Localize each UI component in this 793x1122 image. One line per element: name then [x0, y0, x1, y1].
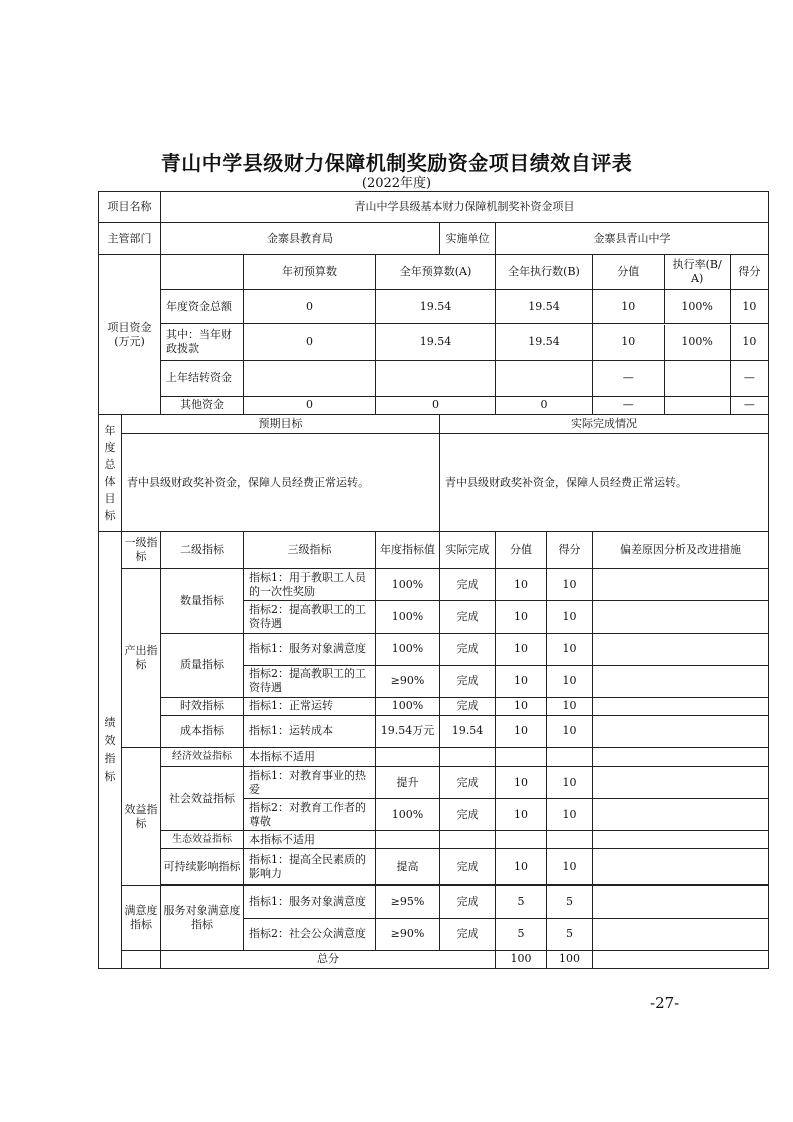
deviation-note [593, 569, 769, 601]
funds-cell: — [743, 371, 755, 385]
indicator-score: 10 [496, 697, 547, 715]
indicator-target: 19.54万元 [376, 715, 440, 747]
funds-header-row [99, 255, 769, 290]
indicator-actual: 完成 [440, 886, 496, 918]
indicator-actual: 完成 [440, 569, 496, 601]
indicator-target: 100% [376, 799, 440, 831]
goals-label: 年度总体目标 [99, 414, 122, 531]
funds-row [99, 324, 769, 360]
indicator-got: 10 [547, 799, 593, 831]
funds-cell [664, 361, 730, 396]
indicator-got: 10 [547, 569, 593, 601]
perf-header: 实际完成 [440, 532, 496, 569]
quality-indicator-label: 质量指标 [161, 633, 244, 697]
deviation-note [593, 715, 769, 747]
goals-header-row [99, 414, 769, 433]
planned-goal-header: 预期目标 [122, 414, 440, 433]
indicator-actual: 完成 [440, 767, 496, 799]
funds-row [99, 360, 769, 396]
satisfaction-indicator-label: 满意度指标 [122, 886, 161, 950]
social-indicator-label: 社会效益指标 [161, 767, 244, 831]
perf-header: 二级指标 [161, 532, 244, 569]
perf-row [99, 633, 769, 665]
sustainability-indicator-label: 可持续影响指标 [161, 849, 244, 885]
department-label: 主管部门 [99, 223, 161, 255]
total-got: 100 [547, 950, 593, 968]
indicator-text: 指标1：运转成本 [244, 715, 376, 747]
funds-header-rate: 执行率(B/A) [664, 255, 730, 289]
indicator-score: 10 [496, 849, 547, 885]
total-row [99, 950, 769, 968]
perf-row [99, 747, 769, 766]
deviation-note [593, 831, 769, 849]
page-number: -27- [650, 994, 680, 1012]
funds-header-annual: 全年预算数(A) [376, 255, 496, 290]
goals-row [99, 433, 769, 531]
deviation-note [593, 849, 769, 885]
indicator-got: 10 [547, 601, 593, 633]
indicator-actual: 完成 [440, 633, 496, 665]
funds-cell: — [593, 361, 664, 396]
indicator-text: 指标2：社会公众满意度 [244, 918, 376, 950]
cost-indicator-label: 成本指标 [161, 715, 244, 747]
indicator-got: 10 [547, 715, 593, 747]
self-evaluation-table [98, 191, 769, 969]
perf-row [99, 569, 769, 601]
indicator-target: ≥90% [376, 918, 440, 950]
funds-cell: 0 [244, 396, 376, 414]
indicator-actual: 完成 [440, 665, 496, 697]
actual-goal-text: 青中县级财政奖补资金，保障人员经费正常运转。 [440, 433, 769, 531]
indicator-text: 本指标不适用 [244, 747, 376, 766]
indicator-target: ≥90% [376, 665, 440, 697]
indicator-score: 10 [496, 633, 547, 665]
deviation-note [593, 633, 769, 665]
funds-label: 项目资金(万元) [99, 255, 161, 415]
funds-cell: 19.54 [376, 324, 496, 360]
indicator-actual: 完成 [440, 697, 496, 715]
indicator-target: ≥95% [376, 886, 440, 918]
deviation-note [593, 665, 769, 697]
indicator-text: 指标1：服务对象满意度 [244, 633, 376, 665]
indicator-actual: 完成 [440, 799, 496, 831]
perf-header: 年度指标值 [376, 532, 440, 569]
funds-cell: 19.54 [496, 324, 593, 360]
funds-row-label: 年度资金总额 [161, 290, 244, 324]
funds-row-label: 上年结转资金 [161, 360, 244, 396]
funds-cell [664, 397, 730, 414]
project-name: 青山中学县级基本财力保障机制奖补资金项目 [161, 192, 769, 223]
deviation-note [593, 799, 769, 831]
indicator-score: 10 [496, 665, 547, 697]
indicator-score: 5 [496, 886, 547, 918]
indicator-actual: 完成 [440, 849, 496, 885]
funds-cell [496, 360, 593, 396]
indicator-score: 10 [496, 767, 547, 799]
indicator-target: 100% [376, 601, 440, 633]
funds-cell: 100% [664, 325, 730, 360]
quantity-indicator-label: 数量指标 [161, 569, 244, 633]
indicator-score: 10 [496, 569, 547, 601]
indicator-got: 10 [547, 849, 593, 885]
indicator-text: 指标1：提高全民素质的影响力 [244, 849, 376, 885]
total-score: 100 [496, 950, 547, 968]
deviation-note [593, 747, 769, 766]
total-label: 总分 [161, 950, 496, 968]
indicator-text: 指标2：对教育工作者的尊敬 [244, 799, 376, 831]
indicator-target: 提高 [376, 849, 440, 885]
indicator-actual: 完成 [440, 601, 496, 633]
indicator-target: 提升 [376, 767, 440, 799]
deviation-note [593, 767, 769, 799]
funds-row [99, 396, 769, 414]
funds-cell: 19.54 [376, 290, 496, 324]
unit-label: 实施单位 [440, 223, 496, 255]
funds-header-executed: 全年执行数(B) [496, 255, 593, 290]
funds-header-initial: 年初预算数 [244, 255, 376, 290]
indicator-text: 指标1：用于教职工人员的一次性奖励 [244, 569, 376, 601]
perf-header: 分值 [496, 532, 547, 569]
funds-header-score: 分值 [593, 255, 664, 289]
output-indicator-label: 产出指标 [122, 569, 161, 748]
funds-row-label: 其中：当年财政拨款 [161, 324, 244, 360]
indicator-got: 10 [547, 633, 593, 665]
indicator-text: 指标1：对教育事业的热爱 [244, 767, 376, 799]
funds-cell [376, 360, 496, 396]
funds-cell: 10 [593, 325, 664, 360]
benefit-indicator-label: 效益指标 [122, 747, 161, 885]
funds-cell: 0 [376, 396, 496, 414]
funds-row-label: 其他资金 [161, 396, 244, 414]
funds-cell: 0 [496, 396, 593, 414]
indicator-got: 10 [547, 767, 593, 799]
funds-cell: 10 [593, 290, 664, 323]
deviation-note [593, 918, 769, 950]
perf-header-row [99, 532, 769, 569]
project-name-row [99, 192, 769, 223]
funds-cell: 10 [742, 299, 757, 313]
indicator-actual: 完成 [440, 918, 496, 950]
indicator-text: 指标2：提高教职工的工资待遇 [244, 665, 376, 697]
perf-label: 绩效指标 [99, 532, 122, 969]
indicator-text: 指标1：服务对象满意度 [244, 886, 376, 918]
funds-cell [244, 360, 376, 396]
indicator-text: 指标2：提高教职工的工资待遇 [244, 601, 376, 633]
indicator-text: 指标1：正常运转 [244, 697, 376, 715]
page-subtitle: (2022年度) [361, 176, 432, 191]
perf-row [99, 715, 769, 747]
perf-row [99, 886, 769, 918]
economic-indicator-label: 经济效益指标 [161, 747, 244, 766]
funds-row [99, 290, 769, 324]
deviation-note [593, 601, 769, 633]
indicator-got: 5 [547, 918, 593, 950]
department-value: 金寨县教育局 [161, 223, 440, 255]
unit-value: 金寨县青山中学 [496, 223, 769, 255]
service-indicator-label: 服务对象满意度指标 [161, 886, 244, 950]
deviation-note [593, 697, 769, 715]
perf-header: 三级指标 [244, 532, 376, 569]
perf-row [99, 849, 769, 885]
indicator-target: 100% [376, 569, 440, 601]
actual-goal-header: 实际完成情况 [440, 414, 769, 433]
project-name-label: 项目名称 [99, 192, 161, 223]
perf-row [99, 697, 769, 715]
time-indicator-label: 时效指标 [161, 697, 244, 715]
funds-header-got: 得分 [738, 265, 761, 279]
perf-row [99, 767, 769, 799]
indicator-text: 本指标不适用 [244, 831, 376, 849]
perf-header: 一级指标 [122, 532, 161, 569]
indicator-score: 5 [496, 918, 547, 950]
perf-row [99, 831, 769, 849]
funds-cell: 0 [244, 290, 376, 324]
indicator-actual: 19.54 [440, 715, 496, 747]
indicator-target: 100% [376, 697, 440, 715]
indicator-got: 10 [547, 697, 593, 715]
indicator-score: 10 [496, 715, 547, 747]
indicator-score: 10 [496, 601, 547, 633]
funds-cell: 19.54 [496, 290, 593, 324]
perf-header: 得分 [547, 532, 593, 569]
indicator-target: 100% [376, 633, 440, 665]
indicator-got: 10 [547, 665, 593, 697]
indicator-score: 10 [496, 799, 547, 831]
perf-header: 偏差原因分析及改进措施 [593, 532, 769, 569]
ecological-indicator-label: 生态效益指标 [161, 831, 244, 849]
funds-cell: 0 [244, 324, 376, 360]
deviation-note [593, 886, 769, 918]
funds-cell: 100% [664, 290, 730, 323]
funds-cell: — [743, 398, 755, 412]
planned-goal-text: 青中县级财政奖补资金，保障人员经费正常运转。 [122, 433, 440, 531]
funds-cell: 10 [742, 335, 757, 349]
indicator-got: 5 [547, 886, 593, 918]
page-title: 青山中学县级财力保障机制奖励资金项目绩效自评表 [160, 151, 633, 175]
department-row [99, 223, 769, 255]
funds-cell: — [593, 397, 664, 414]
